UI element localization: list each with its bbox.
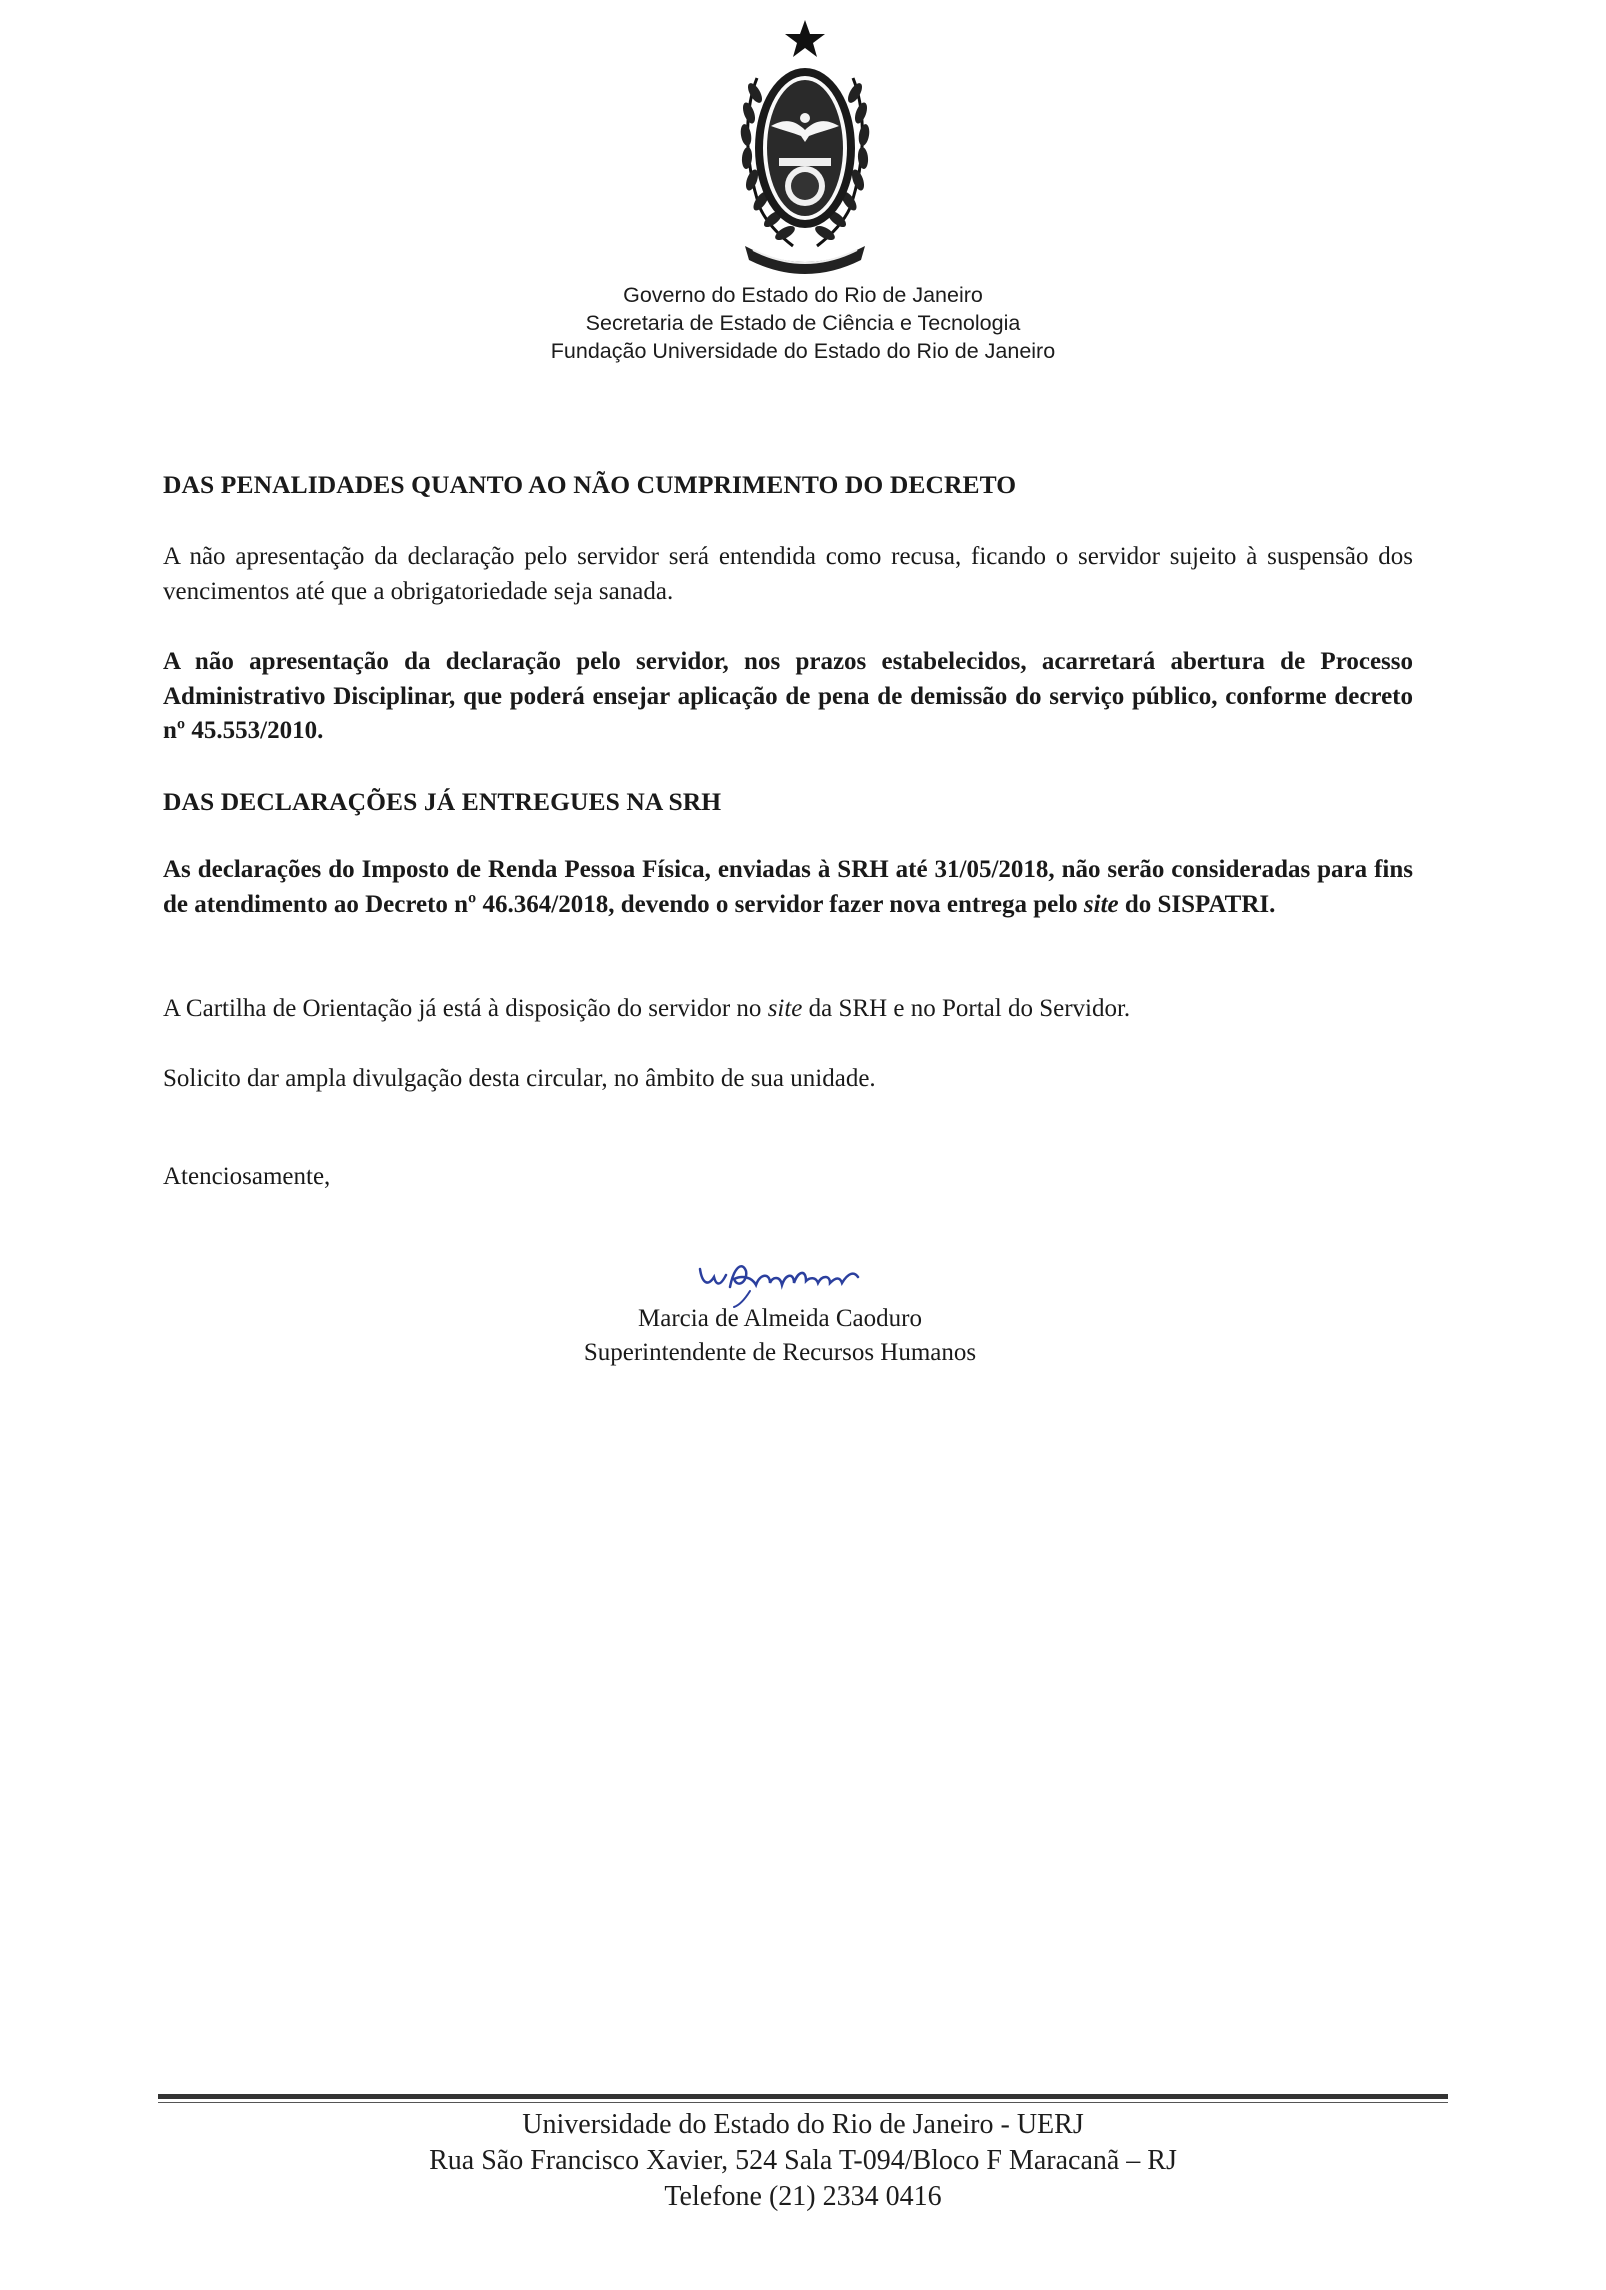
- footer-address: Rua São Francisco Xavier, 524 Sala T-094/Bloco F Maracanã – RJ: [429, 2145, 1177, 2176]
- letterhead-foundation: Fundação Universidade do Estado do Rio de Janeiro: [550, 339, 1056, 363]
- section-heading-declarations: DAS DECLARAÇÕES JÁ ENTREGUES NA SRH: [163, 787, 722, 816]
- income-tax-text-a: As declarações do Imposto de Renda Pessoa Física, enviadas à SRH até 31/05/2018, não serão consideradas para fins de atendimento ao Decreto nº 46.364/2018, devendo o servidor fazer nova entrega pelo: [163, 856, 1413, 918]
- guide-text-a: A Cartilha de Orientação já está à disposição do servidor no: [163, 995, 768, 1022]
- paragraph-disciplinary-process: A não apresentação da declaração pelo servidor, nos prazos estabelecidos, acarretará abertura de Processo Administrativo Disciplinar, que poderá ensejar aplicação de pena de demissão do serviço público, conforme decreto nº 45.553/2010.: [163, 648, 1413, 744]
- coat-of-arms-icon: [705, 18, 905, 276]
- signatory: [500, 1302, 1060, 1370]
- paragraph-dissemination: Solicito dar ampla divulgação desta circular, no âmbito de sua unidade.: [163, 1065, 876, 1092]
- income-tax-text-b: do SISPATRI.: [1118, 890, 1276, 918]
- footer-institution: Universidade do Estado do Rio de Janeiro - UERJ: [522, 2109, 1084, 2140]
- income-tax-site-word: site: [1083, 890, 1119, 918]
- section-heading-penalties: DAS PENALIDADES QUANTO AO NÃO CUMPRIMENTO DO DECRETO: [163, 470, 1017, 499]
- handwritten-signature: [690, 1247, 920, 1309]
- footer-divider: [158, 2094, 1448, 2099]
- paragraph-refusal: A não apresentação da declaração pelo servidor será entendida como recusa, ficando o servidor sujeito à suspensão dos vencimentos até que a obrigatoriedade seja sanada.: [163, 543, 1413, 605]
- guide-site-word: site: [767, 995, 803, 1022]
- letterhead-secretariat: Secretaria de Estado de Ciência e Tecnologia: [585, 311, 1021, 335]
- letterhead: [0, 281, 1606, 365]
- footer-divider-thin: [158, 2102, 1448, 2103]
- footer-phone: Telefone (21) 2334 0416: [664, 2181, 942, 2212]
- signatory-title: Superintendente de Recursos Humanos: [583, 1339, 977, 1366]
- footer: [0, 2107, 1606, 2215]
- paragraph-guide: [163, 995, 1130, 1023]
- letterhead-government: Governo do Estado do Rio de Janeiro: [623, 283, 983, 307]
- paragraph-income-tax: [163, 853, 1413, 922]
- salutation: Atenciosamente,: [163, 1163, 331, 1190]
- signatory-name: Marcia de Almeida Caoduro: [638, 1305, 922, 1332]
- guide-text-b: da SRH e no Portal do Servidor.: [802, 995, 1131, 1022]
